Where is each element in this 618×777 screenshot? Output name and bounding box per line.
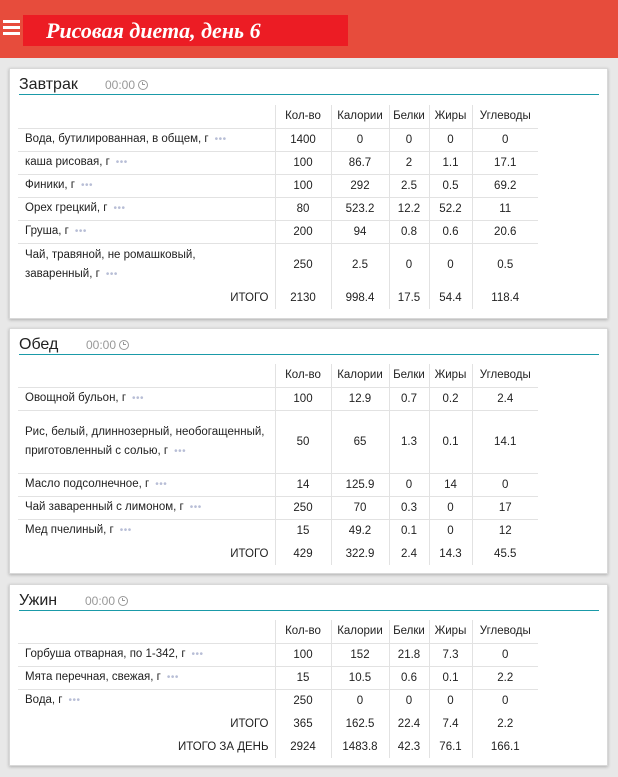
cell-cal: 10.5 (331, 666, 389, 689)
cell-qty: 250 (275, 689, 331, 712)
col-pro: Белки (389, 364, 429, 387)
day-total-cal: 1483.8 (331, 735, 389, 758)
cell-carb: 12 (472, 519, 538, 542)
more-options-icon[interactable]: ••• (74, 226, 87, 237)
cell-cal: 152 (331, 643, 389, 666)
col-pro: Белки (389, 620, 429, 643)
total-label: ИТОГО (230, 717, 269, 730)
cell-pro: 0 (389, 473, 429, 496)
cell-fat: 0 (429, 519, 472, 542)
cell-fat: 0.2 (429, 387, 472, 410)
cell-fat: 0.5 (429, 174, 472, 197)
food-name: Мед пчелиный, г (25, 524, 114, 537)
more-options-icon[interactable]: ••• (155, 479, 168, 490)
cell-pro: 0.8 (389, 220, 429, 243)
col-carb: Углеводы (472, 364, 538, 387)
cell-qty: 15 (275, 666, 331, 689)
cell-fat: 0 (429, 128, 472, 151)
cell-carb: 17 (472, 496, 538, 519)
col-fat: Жиры (429, 364, 472, 387)
cell-qty: 250 (275, 243, 331, 286)
meal-header (19, 591, 599, 611)
more-options-icon[interactable]: ••• (105, 268, 118, 280)
cell-carb: 0 (472, 643, 538, 666)
cell-qty: 80 (275, 197, 331, 220)
cell-cal: 70 (331, 496, 389, 519)
more-options-icon[interactable]: ••• (191, 649, 204, 660)
cell-pro: 0 (389, 689, 429, 712)
total-carb: 118.4 (472, 286, 538, 309)
total-carb: 45.5 (472, 542, 538, 565)
more-options-icon[interactable]: ••• (68, 695, 81, 707)
col-fat: Жиры (429, 105, 472, 128)
col-qty: Кол-во (275, 364, 331, 387)
cell-cal: 523.2 (331, 197, 389, 220)
table-row[interactable] (18, 387, 538, 410)
table-header-row (18, 105, 538, 128)
menu-icon[interactable] (3, 20, 20, 36)
table-row[interactable] (18, 410, 538, 473)
cell-carb: 14.1 (472, 410, 538, 473)
clock-icon (118, 596, 128, 606)
more-options-icon[interactable]: ••• (80, 180, 93, 191)
table-row[interactable] (18, 519, 538, 542)
cell-fat: 0.1 (429, 666, 472, 689)
total-pro: 2.4 (389, 542, 429, 565)
cell-carb: 69.2 (472, 174, 538, 197)
cell-fat: 1.1 (429, 151, 472, 174)
cell-cal: 65 (331, 410, 389, 473)
total-row (18, 286, 538, 309)
cell-carb: 2.2 (472, 666, 538, 689)
meal-card-breakfast (9, 68, 608, 319)
meal-title: Обед (19, 336, 59, 353)
food-name: Горбуша отварная, по 1-342, г (25, 648, 186, 660)
food-name: Финики, г (25, 179, 75, 191)
more-options-icon[interactable]: ••• (119, 525, 132, 537)
table-row[interactable] (18, 128, 538, 151)
cell-cal: 49.2 (331, 519, 389, 542)
cell-qty: 100 (275, 643, 331, 666)
cell-cal: 94 (331, 220, 389, 243)
table-row[interactable] (18, 496, 538, 519)
meal-card-lunch (9, 328, 608, 574)
cell-pro: 2.5 (389, 174, 429, 197)
cell-fat: 14 (429, 473, 472, 496)
cell-carb: 0 (472, 128, 538, 151)
food-name: Мята перечная, свежая, г (25, 671, 161, 683)
cell-qty: 100 (275, 151, 331, 174)
cell-pro: 0.1 (389, 519, 429, 542)
table-header-row (18, 364, 538, 387)
cell-fat: 0.1 (429, 410, 472, 473)
col-carb: Углеводы (472, 620, 538, 643)
cell-carb: 11 (472, 197, 538, 220)
cell-fat: 0 (429, 689, 472, 712)
meal-title: Завтрак (19, 76, 78, 93)
cell-fat: 52.2 (429, 197, 472, 220)
food-name: Орех грецкий, г (25, 202, 108, 214)
cell-fat: 0 (429, 496, 472, 519)
col-cal: Калории (331, 620, 389, 643)
total-cal: 998.4 (331, 286, 389, 309)
cell-pro: 12.2 (389, 197, 429, 220)
clock-icon (138, 80, 148, 90)
col-fat: Жиры (429, 620, 472, 643)
cell-pro: 0.3 (389, 496, 429, 519)
cell-carb: 0.5 (472, 243, 538, 286)
day-total-pro: 42.3 (389, 735, 429, 758)
day-total-label: ИТОГО ЗА ДЕНЬ (177, 740, 269, 753)
total-qty: 429 (275, 542, 331, 565)
cell-pro: 0 (389, 243, 429, 286)
col-cal: Калории (331, 364, 389, 387)
total-row (18, 542, 538, 565)
cell-fat: 0 (429, 243, 472, 286)
cell-cal: 0 (331, 689, 389, 712)
more-options-icon[interactable]: ••• (115, 157, 128, 168)
food-table (18, 364, 538, 565)
total-cal: 162.5 (331, 712, 389, 735)
table-row[interactable] (18, 689, 538, 712)
cell-qty: 100 (275, 174, 331, 197)
table-row[interactable] (18, 174, 538, 197)
cell-cal: 125.9 (331, 473, 389, 496)
more-options-icon[interactable]: ••• (132, 393, 145, 404)
total-fat: 14.3 (429, 542, 472, 565)
food-table (18, 105, 538, 309)
cell-pro: 0.7 (389, 387, 429, 410)
meal-header (19, 335, 599, 355)
cell-pro: 0 (389, 128, 429, 151)
page-title-text: Рисовая диета, день 6 (46, 18, 261, 43)
total-cal: 322.9 (331, 542, 389, 565)
col-carb: Углеводы (472, 105, 538, 128)
table-row[interactable] (18, 243, 538, 286)
cell-pro: 21.8 (389, 643, 429, 666)
cell-qty: 200 (275, 220, 331, 243)
food-name: Вода, г (25, 694, 63, 707)
more-options-icon[interactable]: ••• (189, 502, 202, 513)
cell-qty: 1400 (275, 128, 331, 151)
total-fat: 54.4 (429, 286, 472, 309)
day-total-fat: 76.1 (429, 735, 472, 758)
page-title (23, 15, 348, 46)
cell-qty: 250 (275, 496, 331, 519)
table-row[interactable] (18, 197, 538, 220)
total-fat: 7.4 (429, 712, 472, 735)
table-row[interactable] (18, 473, 538, 496)
meal-title: Ужин (19, 592, 58, 609)
col-pro: Белки (389, 105, 429, 128)
food-name: Вода, бутилированная, в общем, г (25, 133, 209, 145)
cell-carb: 2.4 (472, 387, 538, 410)
meal-card-dinner (9, 584, 608, 766)
cell-pro: 1.3 (389, 410, 429, 473)
cell-cal: 0 (331, 128, 389, 151)
day-total-carb: 166.1 (472, 735, 538, 758)
cell-cal: 292 (331, 174, 389, 197)
app-header (0, 0, 618, 58)
meal-time[interactable]: 00:00 (85, 594, 128, 608)
cell-carb: 0 (472, 689, 538, 712)
total-row (18, 712, 538, 735)
clock-icon (119, 340, 129, 350)
cell-fat: 7.3 (429, 643, 472, 666)
food-name: Рис, белый, длиннозерный, необогащенный, приготовленный с солью, г (25, 425, 265, 457)
food-name: каша рисовая, г (25, 156, 110, 168)
total-qty: 2130 (275, 286, 331, 309)
meal-time[interactable]: 00:00 (86, 338, 129, 352)
total-label: ИТОГО (230, 291, 269, 304)
total-pro: 17.5 (389, 286, 429, 309)
cell-carb: 0 (472, 473, 538, 496)
cell-carb: 20.6 (472, 220, 538, 243)
col-qty: Кол-во (275, 105, 331, 128)
cell-carb: 17.1 (472, 151, 538, 174)
day-total-row (18, 735, 538, 758)
table-row[interactable] (18, 220, 538, 243)
cell-pro: 0.6 (389, 666, 429, 689)
table-row[interactable] (18, 666, 538, 689)
total-pro: 22.4 (389, 712, 429, 735)
food-table (18, 620, 538, 758)
table-header-row (18, 620, 538, 643)
more-options-icon[interactable]: ••• (174, 445, 187, 457)
cell-cal: 12.9 (331, 387, 389, 410)
meal-header (19, 75, 599, 95)
food-name: Чай, травяной, не ромашковый, заваренный, г (25, 248, 196, 280)
food-name: Чай заваренный с лимоном, г (25, 501, 184, 513)
meal-time[interactable]: 00:00 (105, 78, 148, 92)
cell-qty: 50 (275, 410, 331, 473)
total-carb: 2.2 (472, 712, 538, 735)
cell-fat: 0.6 (429, 220, 472, 243)
cell-qty: 15 (275, 519, 331, 542)
food-name: Масло подсолнечное, г (25, 478, 150, 490)
cell-qty: 14 (275, 473, 331, 496)
cell-pro: 2 (389, 151, 429, 174)
more-options-icon[interactable]: ••• (214, 134, 227, 145)
table-row[interactable] (18, 151, 538, 174)
col-cal: Калории (331, 105, 389, 128)
cell-cal: 86.7 (331, 151, 389, 174)
day-total-qty: 2924 (275, 735, 331, 758)
more-options-icon[interactable]: ••• (113, 203, 126, 214)
col-qty: Кол-во (275, 620, 331, 643)
total-label: ИТОГО (230, 547, 269, 560)
cell-qty: 100 (275, 387, 331, 410)
food-name: Овощной бульон, г (25, 392, 127, 404)
total-qty: 365 (275, 712, 331, 735)
table-row[interactable] (18, 643, 538, 666)
more-options-icon[interactable]: ••• (166, 672, 179, 683)
cell-cal: 2.5 (331, 243, 389, 286)
food-name: Груша, г (25, 225, 69, 237)
